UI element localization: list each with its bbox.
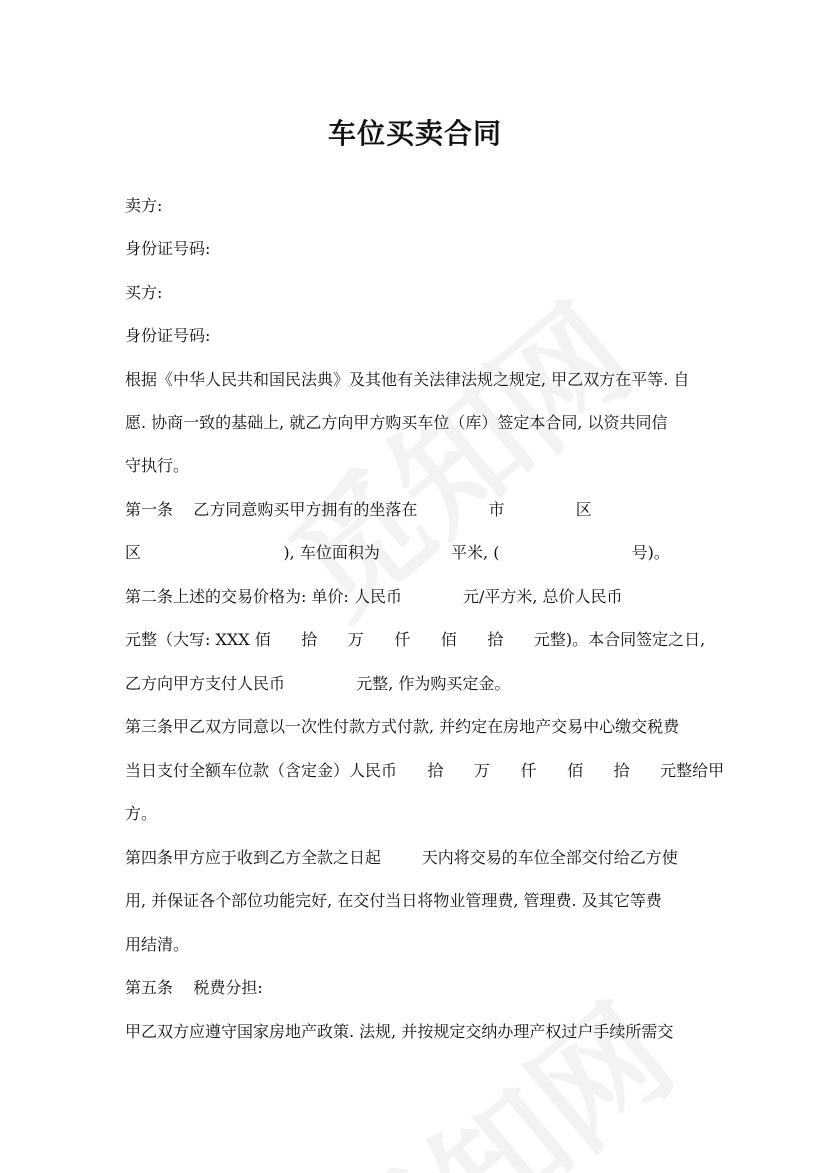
article-4-line: 第四条甲方应于收到乙方全款之日起 天内将交易的车位全部交付给乙方使 (125, 848, 678, 867)
seller-id-line: 身份证号码: (125, 239, 211, 258)
article-4-line: 用, 并保证各个部位功能完好, 在交付当日将物业管理费, 管理费. 及其它等费 (125, 891, 662, 910)
watermark (286, 957, 705, 1173)
article-1-line: 区 ), 车位面积为 平米, ( 号)。 (125, 543, 670, 562)
seller-line: 卖方: (125, 196, 163, 215)
article-2-line: 乙方向甲方支付人民币 元整, 作为购买定金。 (125, 674, 511, 693)
paragraph-line: 根据《中华人民共和国民法典》及其他有关法律法规之规定, 甲乙双方在平等. 自 (125, 370, 690, 389)
article-1-line: 第一条 乙方同意购买甲方拥有的坐落在 市 区 (125, 500, 592, 519)
article-3-line: 当日支付全额车位款（含定金）人民币 拾 万 仟 佰 拾 元整给甲 (125, 761, 725, 780)
article-3-line: 方。 (125, 804, 158, 823)
article-2-line: 元整（大写: XXX 佰 拾 万 仟 佰 拾 元整)。本合同签定之日, (125, 630, 706, 649)
article-2-line: 第二条上述的交易价格为: 单价: 人民币 元/平方米, 总价人民币 (125, 587, 623, 606)
article-5-line: 甲乙双方应遵守国家房地产政策. 法规, 并按规定交纳办理产权过户手续所需交 (125, 1022, 674, 1041)
buyer-line: 买方: (125, 283, 163, 302)
paragraph-line: 愿. 协商一致的基础上, 就乙方向甲方购买车位（库）签定本合同, 以资共同信 (125, 413, 668, 432)
document-title: 车位买卖合同 (327, 117, 502, 150)
article-5-line: 第五条 税费分担: (125, 978, 263, 997)
article-3-line: 第三条甲乙双方同意以一次性付款方式付款, 并约定在房地产交易中心缴交税费 (125, 717, 680, 736)
paragraph-line: 守执行。 (125, 456, 190, 475)
buyer-id-line: 身份证号码: (125, 326, 211, 345)
article-4-line: 用结清。 (125, 935, 190, 954)
